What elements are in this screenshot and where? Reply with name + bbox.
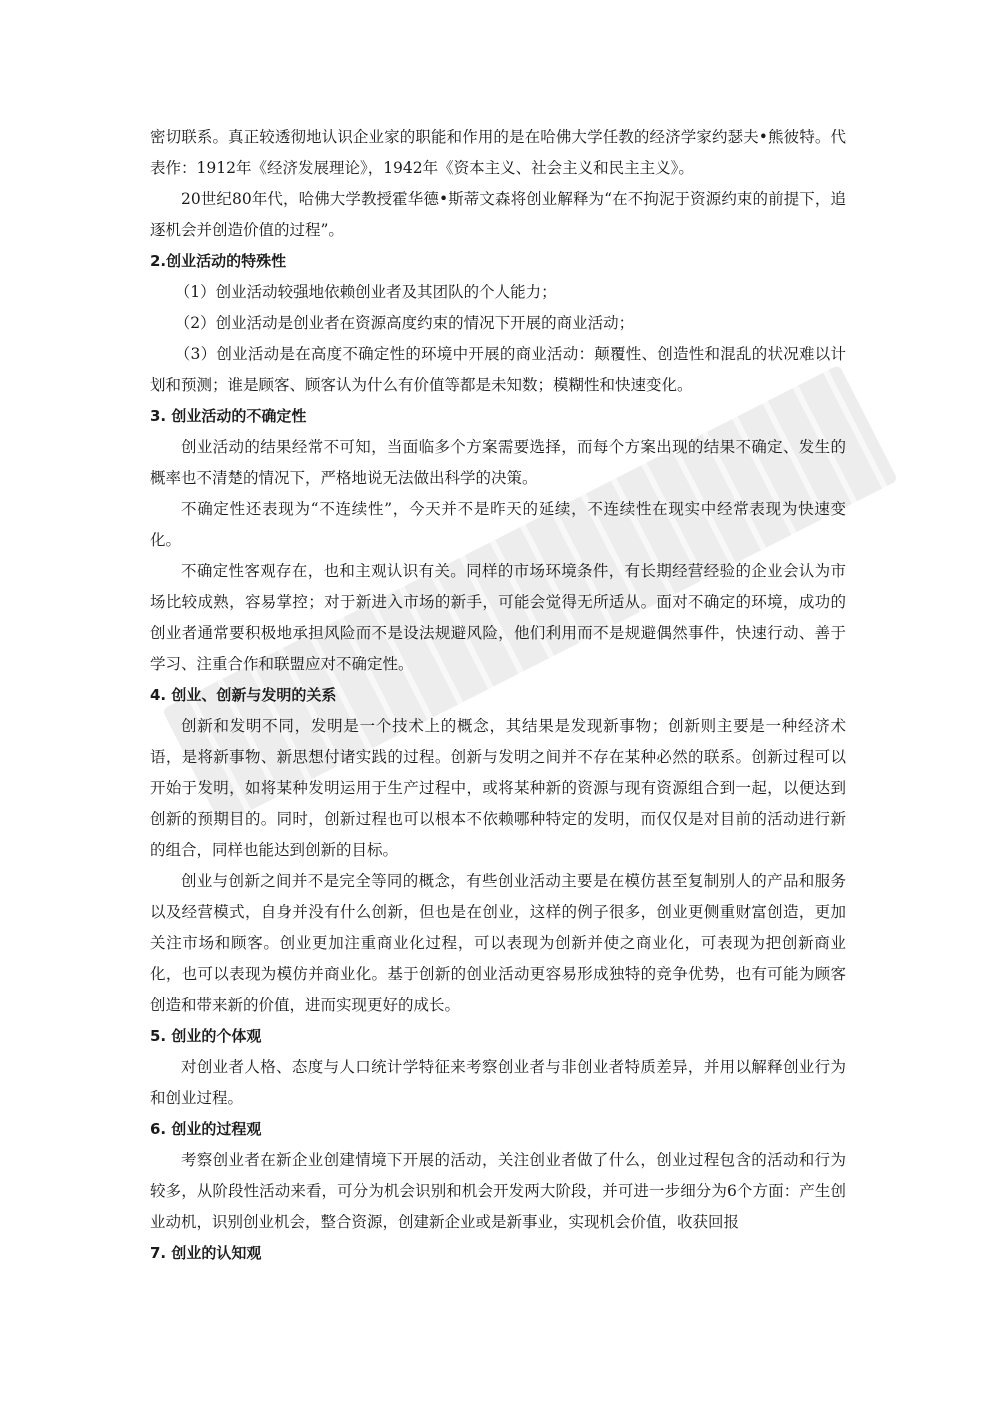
- paragraph: 考察创业者在新企业创建情境下开展的活动，关注创业者做了什么，创业过程包含的活动和行为较多，从阶段性活动来看，可分为机会识别和机会开发两大阶段，并可进一步细分为6个方面：产生创业动机，识别创业机会，整合资源，创建新企业或是新事业，实现机会价值，收获回报: [150, 1151, 846, 1231]
- paragraph: 不确定性客观存在，也和主观认识有关。同样的市场环境条件，有长期经营经验的企业会认为市场比较成熟，容易掌控；对于新进入市场的新手，可能会觉得无所适从。面对不确定的环境，成功的创业者通常要积极地承担风险而不是设法规避风险，他们利用而不是规避偶然事件，快速行动、善于学习、注重合作和联盟应对不确定性。: [150, 562, 846, 673]
- list-item: （2）创业活动是创业者在资源高度约束的情况下开展的商业活动；: [174, 314, 635, 332]
- document-page: [150, 122, 846, 1269]
- paragraph: 创新和发明不同，发明是一个技术上的概念，其结果是发现新事物；创新则主要是一种经济术语，是将新事物、新思想付诸实践的过程。创新与发明之间并不存在某种必然的联系。创新过程可以开始于发明，如将某种发明运用于生产过程中，或将某种新的资源与现有资源组合到一起，以便达到创新的预期目的。同时，创新过程也可以根本不依赖哪种特定的发明，而仅仅是对目前的活动进行新的组合，同样也能达到创新的目标。: [150, 717, 846, 859]
- section-heading: 5. 创业的个体观: [150, 1027, 262, 1045]
- paragraph: 20世纪80年代，哈佛大学教授霍华德•斯蒂文森将创业解释为“在不拘泥于资源约束的前提下，追逐机会并创造价值的过程”。: [150, 190, 846, 239]
- section-heading: 3. 创业活动的不确定性: [150, 407, 307, 425]
- paragraph-continuation: 密切联系。真正较透彻地认识企业家的职能和作用的是在哈佛大学任教的经济学家约瑟夫•熊彼特。代表作：1912年《经济发展理论》，1942年《资本主义、社会主义和民主主义》。: [150, 128, 846, 177]
- list-item: （3）创业活动是在高度不确定性的环境中开展的商业活动：颠覆性、创造性和混乱的状况难以计划和预测；谁是顾客、顾客认为什么有价值等都是未知数；模糊性和快速变化。: [150, 345, 846, 394]
- paragraph: 对创业者人格、态度与人口统计学特征来考察创业者与非创业者特质差异，并用以解释创业行为和创业过程。: [150, 1058, 846, 1107]
- section-heading: 7. 创业的认知观: [150, 1244, 262, 1262]
- section-heading: 2.创业活动的特殊性: [150, 252, 287, 270]
- section-heading: 6. 创业的过程观: [150, 1120, 262, 1138]
- paragraph: 创业与创新之间并不是完全等同的概念，有些创业活动主要是在模仿甚至复制别人的产品和服务以及经营模式，自身并没有什么创新，但也是在创业，这样的例子很多，创业更侧重财富创造，更加关注市场和顾客。创业更加注重商业化过程，可以表现为创新并使之商业化，可表现为把创新商业化，也可以表现为模仿并商业化。基于创新的创业活动更容易形成独特的竞争优势，也有可能为顾客创造和带来新的价值，进而实现更好的成长。: [150, 872, 846, 1014]
- paragraph: 不确定性还表现为“不连续性”，今天并不是昨天的延续，不连续性在现实中经常表现为快速变化。: [150, 500, 846, 549]
- paragraph: 创业活动的结果经常不可知，当面临多个方案需要选择，而每个方案出现的结果不确定、发生的概率也不清楚的情况下，严格地说无法做出科学的决策。: [150, 438, 846, 487]
- list-item: （1）创业活动较强地依赖创业者及其团队的个人能力；: [174, 283, 557, 301]
- section-heading: 4. 创业、创新与发明的关系: [150, 686, 337, 704]
